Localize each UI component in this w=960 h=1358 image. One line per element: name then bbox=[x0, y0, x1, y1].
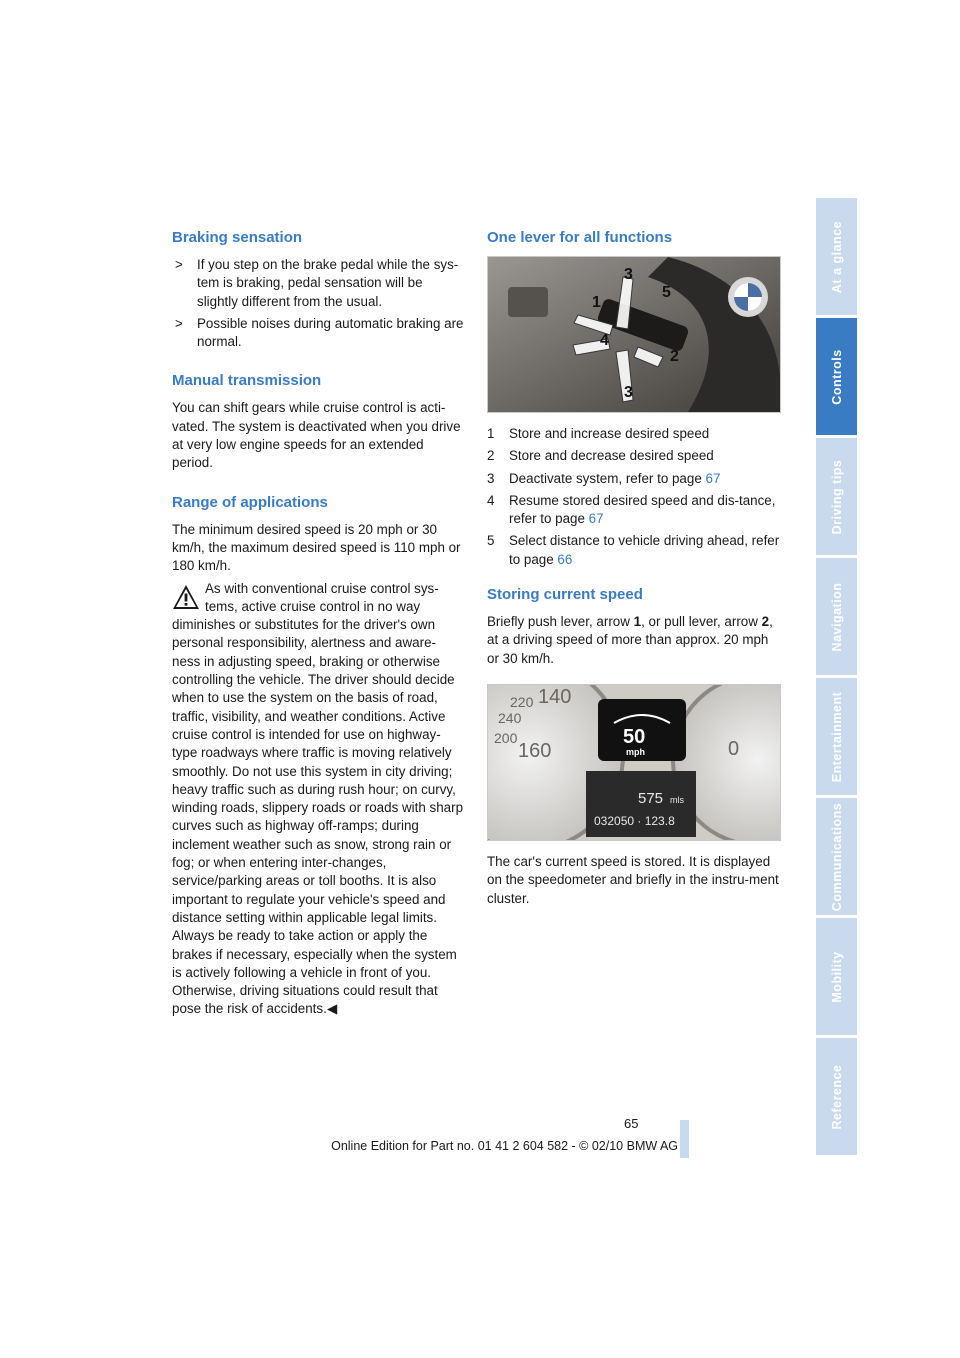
lever-heading: One lever for all functions bbox=[487, 229, 673, 246]
section-tabs bbox=[816, 198, 857, 1158]
page-number: 65 bbox=[624, 1116, 639, 1131]
item-label: Deactivate system, bbox=[509, 470, 626, 486]
list-item bbox=[487, 532, 783, 569]
tab-label: Entertainment bbox=[829, 691, 844, 782]
page-link[interactable]: 66 bbox=[557, 551, 573, 567]
tick-label: 0 bbox=[728, 737, 740, 760]
tab-label: Mobility bbox=[829, 950, 844, 1003]
figure-label-4: 4 bbox=[600, 332, 609, 349]
tab-label: At a glance bbox=[829, 220, 844, 293]
tab-label: Communications bbox=[829, 802, 844, 911]
manual-heading: Manual transmission bbox=[172, 372, 322, 390]
list-item bbox=[487, 492, 783, 529]
tab-label: Reference bbox=[829, 1064, 844, 1129]
braking-bullet-1 bbox=[172, 256, 464, 311]
set-speed-unit: mph bbox=[626, 746, 645, 757]
list-item bbox=[487, 425, 783, 443]
item-number: 5 bbox=[487, 533, 495, 549]
cluster-illustration bbox=[488, 685, 780, 840]
storing-text-part: , or pull lever, arrow bbox=[641, 614, 762, 630]
footer-bar bbox=[680, 1120, 689, 1158]
tick-label: 200 bbox=[494, 729, 518, 746]
end-mark: ◀ bbox=[326, 1001, 338, 1017]
figure-label-3-top: 3 bbox=[624, 266, 633, 283]
tab-navigation[interactable] bbox=[816, 558, 857, 678]
tab-label: Navigation bbox=[829, 582, 844, 651]
set-speed: 50 bbox=[623, 725, 646, 748]
item-label: Store and increase desired speed bbox=[509, 426, 710, 441]
item-label: Store and decrease desired speed bbox=[509, 448, 714, 464]
storing-text bbox=[487, 613, 783, 668]
ref-prefix: refer to page bbox=[509, 533, 780, 567]
range-unit: mls bbox=[670, 794, 684, 805]
figure-label-2: 2 bbox=[670, 348, 679, 365]
item-text bbox=[509, 470, 720, 488]
item-text bbox=[509, 532, 783, 569]
list-item bbox=[487, 447, 783, 465]
range-heading: Range of applications bbox=[172, 493, 328, 511]
tab-controls[interactable] bbox=[816, 318, 857, 438]
speedometer-figure bbox=[487, 684, 781, 841]
lever-figure bbox=[487, 256, 781, 413]
item-text bbox=[509, 425, 709, 443]
tab-reference[interactable] bbox=[816, 1038, 857, 1158]
right-column bbox=[487, 228, 783, 908]
ref-prefix: refer to page bbox=[625, 470, 706, 486]
warning-text bbox=[172, 616, 464, 1019]
arrow-number: 1 bbox=[633, 614, 642, 630]
item-text bbox=[509, 492, 783, 529]
tick-label: 220 bbox=[510, 693, 534, 710]
manual-text: You can shift gears while cruise control is acti-vated. The system is deactivated when you drive at very low engine speeds for an extended period. bbox=[172, 400, 461, 471]
figure-label-1: 1 bbox=[592, 294, 601, 311]
figure-label-3-bottom: 3 bbox=[624, 384, 633, 401]
tick-label: 140 bbox=[538, 685, 572, 708]
braking-bullet-text: Possible noises during automatic braking are normal. bbox=[197, 315, 464, 350]
list-item bbox=[487, 470, 783, 488]
storing-text-part: Briefly push lever, arrow bbox=[487, 614, 634, 630]
warning-triangle-icon bbox=[172, 584, 200, 610]
left-column bbox=[172, 228, 464, 1019]
item-text bbox=[509, 447, 714, 465]
tab-entertainment[interactable] bbox=[816, 678, 857, 798]
tab-at-a-glance[interactable] bbox=[816, 198, 857, 318]
footer-edition: Online Edition for Part no. 01 41 2 604 582 - © 02/10 BMW AG bbox=[331, 1139, 678, 1153]
item-number: 2 bbox=[487, 448, 495, 464]
tick-label: 160 bbox=[518, 739, 552, 762]
warning-block bbox=[172, 580, 464, 1019]
item-number: 4 bbox=[487, 492, 495, 508]
lever-function-list bbox=[487, 425, 783, 569]
ref-prefix: refer to page bbox=[509, 511, 589, 527]
figure-label-5: 5 bbox=[662, 284, 671, 301]
page-link[interactable]: 67 bbox=[705, 470, 721, 486]
lever-illustration bbox=[488, 257, 780, 412]
item-number: 1 bbox=[487, 426, 495, 441]
tab-label: Driving tips bbox=[829, 459, 844, 534]
tab-communications[interactable] bbox=[816, 798, 857, 918]
braking-bullet-2 bbox=[172, 315, 464, 352]
warning-first-lines: As with conventional cruise control sys-tems, active cruise control in no way bbox=[205, 580, 439, 614]
bullet-mark: > bbox=[175, 257, 183, 272]
arrow-number: 2 bbox=[761, 614, 770, 630]
item-label: Resume stored desired speed and dis-tance, bbox=[509, 492, 776, 508]
page-link[interactable]: 67 bbox=[588, 511, 604, 527]
range-text: The minimum desired speed is 20 mph or 30 km/h, the maximum desired speed is 110 mph or 180 km/h. bbox=[172, 521, 461, 574]
braking-bullet-text: If you step on the brake pedal while the sys-tem is braking, pedal sensation will be slightly different from the usual. bbox=[197, 257, 459, 309]
bullet-mark: > bbox=[175, 315, 183, 331]
item-label: Select distance to vehicle driving ahead, bbox=[509, 533, 752, 549]
tab-label: Controls bbox=[829, 348, 844, 405]
range-value: 575 bbox=[638, 789, 664, 807]
item-number: 3 bbox=[487, 470, 495, 486]
tick-label: 240 bbox=[498, 709, 522, 726]
storing-heading: Storing current speed bbox=[487, 586, 643, 604]
tab-driving-tips[interactable] bbox=[816, 438, 857, 558]
braking-heading: Braking sensation bbox=[172, 229, 303, 246]
tab-mobility[interactable] bbox=[816, 918, 857, 1038]
storing-text-part: , at a driving speed of more than approx. 20 mph or 30 km/h. bbox=[487, 614, 773, 666]
odometer: 032050 · 123.8 bbox=[594, 813, 675, 828]
storing-after-text: The car's current speed is stored. It is displayed on the speedometer and briefly in the instru-ment cluster. bbox=[487, 853, 779, 906]
warning-rest: diminishes or substitutes for the driver's own personal responsibility, alertness and aware-ness in adjusting speed, braking or otherwise controlling the vehicle. The driver should decide when to use the system on the basis of road, traffic, visibility, and weather conditions. Active cruise control is intended for use on highway-type roadways where traffic is moving relatively smoothly. Do not use this system in city driving; heavy traffic such as during rush hour; on curvy, winding roads, slippery roads or roads with sharp curves such as highway off-ramps; during inclement weather such as snow, strong rain or fog; or when entering inter-changes, service/parking areas or toll booths. It is also important to regulate your vehicle's speed and distance setting within applicable legal limits. Always be ready to take action or apply the brakes if necessary, especially when the system is actively following a vehicle in front of you. Otherwise, driving situations could result that pose the risk of accidents. bbox=[172, 617, 464, 1017]
